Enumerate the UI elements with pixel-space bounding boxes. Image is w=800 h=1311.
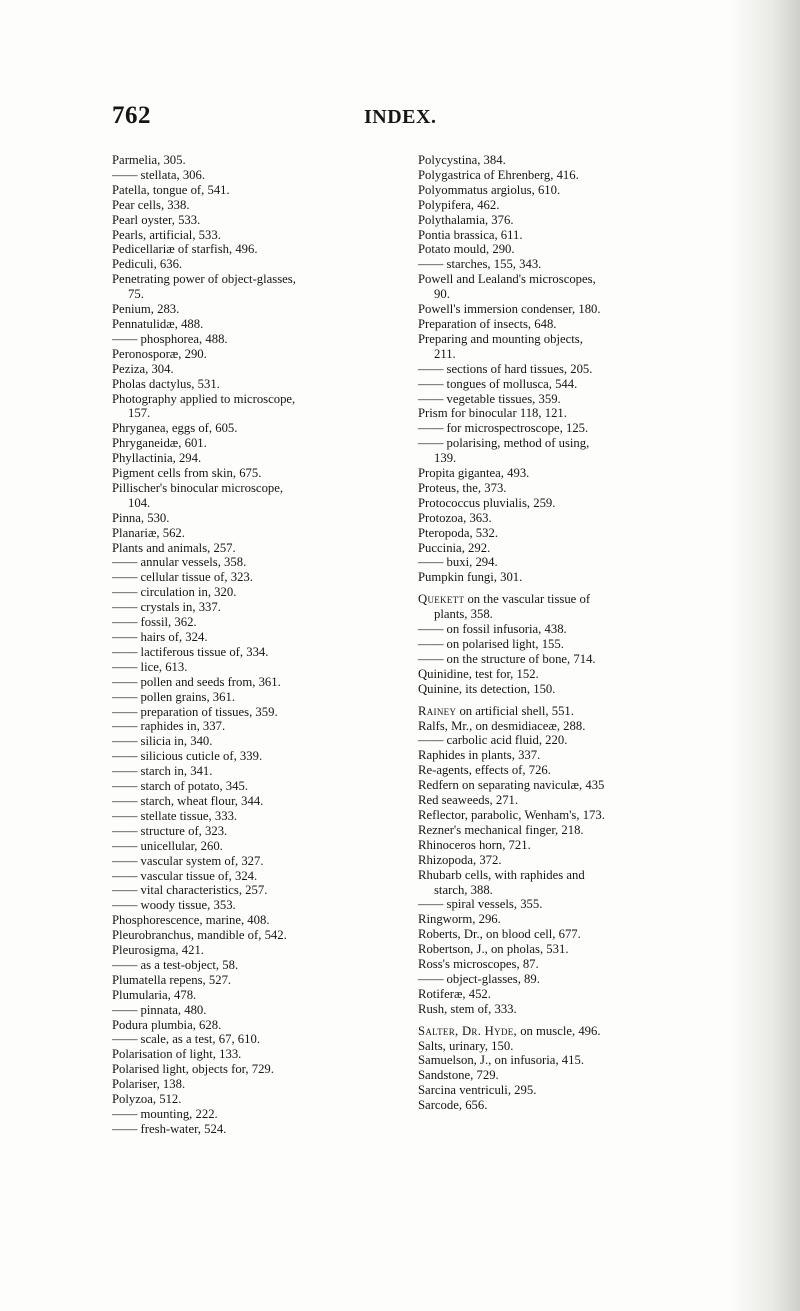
index-entry: Patella, tongue of, 541.: [112, 182, 230, 197]
index-entry: —— sections of hard tissues, 205.: [418, 361, 593, 376]
index-entry: —— starch, wheat flour, 344.: [112, 793, 264, 808]
index-entry: Quinidine, test for, 152.: [418, 666, 539, 681]
index-entry: Phryganea, eggs of, 605.: [112, 421, 238, 436]
index-entry: Rainey on artificial shell, 551.: [418, 703, 574, 718]
index-entry: —— mounting, 222.: [112, 1107, 218, 1121]
index-entry: —— on polarised light, 155.: [418, 637, 564, 651]
index-entry: Quekett on the vascular tissue of: [418, 592, 591, 607]
index-entry: Polycystina, 384.: [418, 153, 506, 167]
index-entry: Rhinoceros horn, 721.: [418, 837, 531, 852]
running-head: INDEX.: [364, 106, 437, 128]
index-entry: —— vascular tissue of, 324.: [112, 868, 258, 883]
index-entry: Pinna, 530.: [112, 510, 170, 525]
index-entry: Pillischer's binocular microscope,: [112, 480, 284, 495]
index-entry: Penetrating power of object-glasses,: [112, 272, 296, 287]
index-entry: Salter, Dr. Hyde, on muscle, 496.: [418, 1023, 601, 1038]
index-entry: Polythalamia, 376.: [418, 212, 514, 227]
index-entry: Pearls, artificial, 533.: [112, 227, 221, 242]
index-entry: Polygastrica of Ehrenberg, 416.: [418, 167, 579, 182]
index-entry: Roberts, Dr., on blood cell, 677.: [418, 927, 581, 942]
index-entry: Rotiferæ, 452.: [418, 986, 491, 1001]
index-entry: —— stellate tissue, 333.: [112, 808, 238, 823]
index-entry: Robertson, J., on pholas, 531.: [418, 942, 569, 957]
index-entry: —— for microspectroscope, 125.: [418, 421, 589, 436]
index-entry: Prism for binocular 118, 121.: [418, 406, 567, 421]
index-entry: —— polarising, method of using,: [418, 436, 590, 451]
index-entry: Rush, stem of, 333.: [418, 1001, 517, 1016]
index-entry: —— tongues of mollusca, 544.: [418, 376, 578, 391]
index-entry: Puccinia, 292.: [418, 540, 491, 555]
index-entry: —— as a test-object, 58.: [112, 957, 239, 972]
index-entry: Plants and animals, 257.: [112, 540, 236, 555]
index-entry: plants, 358.: [434, 607, 493, 622]
index-entry: —— stellata, 306.: [112, 167, 206, 182]
index-entry: —— lactiferous tissue of, 334.: [112, 644, 269, 659]
index-entry: Pholas dactylus, 531.: [112, 376, 220, 391]
index-entry: Pteropoda, 532.: [418, 525, 498, 540]
index-entry: —— fresh-water, 524.: [112, 1121, 227, 1136]
index-entry: Raphides in plants, 337.: [418, 748, 541, 763]
index-entry: —— vascular system of, 327.: [112, 853, 264, 868]
index-entry: Reflector, parabolic, Wenham's, 173.: [418, 807, 605, 822]
index-entry: Plumularia, 478.: [112, 987, 197, 1002]
index-entry: Sarcina ventriculi, 295.: [418, 1083, 537, 1098]
index-entry: Red seaweeds, 271.: [418, 793, 519, 808]
index-entry: Plumatella repens, 527.: [112, 972, 232, 987]
index-entry: Polyzoa, 512.: [112, 1092, 182, 1107]
index-entry: —— lice, 613.: [112, 659, 188, 674]
index-entry: Powell and Lealand's microscopes,: [418, 272, 596, 287]
index-entry: 139.: [434, 451, 457, 466]
index-entry: —— circulation in, 320.: [112, 585, 237, 600]
index-entry: —— silicia in, 340.: [112, 734, 213, 749]
index-entry: Potato mould, 290.: [418, 242, 515, 257]
index-entry: Ross's microscopes, 87.: [418, 957, 539, 972]
index-entry: 75.: [128, 287, 144, 302]
index-entry: —— cellular tissue of, 323.: [112, 570, 253, 585]
index-entry: Penium, 283.: [112, 302, 180, 317]
index-entry: —— on the structure of bone, 714.: [418, 651, 596, 666]
index-entry: Pleurosigma, 421.: [112, 943, 204, 958]
index-entry: —— on fossil infusoria, 438.: [418, 622, 567, 637]
index-entry: starch, 388.: [434, 882, 493, 897]
index-entry: Pigment cells from skin, 675.: [112, 466, 262, 481]
index-entry: Pediculi, 636.: [112, 257, 183, 272]
index-entry: Rezner's mechanical finger, 218.: [418, 822, 584, 837]
index-entry: —— raphides in, 337.: [112, 719, 226, 734]
index-entry: Proteus, the, 373.: [418, 480, 507, 495]
index-entry: —— buxi, 294.: [418, 555, 498, 570]
page-spine-shadow: [730, 0, 800, 1311]
index-entry: Pumpkin fungi, 301.: [418, 570, 523, 585]
index-entry: 211.: [434, 346, 456, 361]
index-entry: —— structure of, 323.: [112, 823, 228, 838]
index-entry: —— phosphorea, 488.: [112, 331, 228, 346]
index-entry: —— woody tissue, 353.: [112, 898, 236, 913]
page-number: 762: [112, 102, 151, 129]
index-entry: Sarcode, 656.: [418, 1098, 488, 1113]
index-entry: Pear cells, 338.: [112, 197, 190, 212]
index-column-left: [112, 153, 412, 1137]
index-entry: —— object-glasses, 89.: [418, 971, 540, 986]
index-entry: —— pinnata, 480.: [112, 1002, 207, 1017]
index-entry: Propita gigantea, 493.: [418, 466, 530, 481]
index-entry: Phosphorescence, marine, 408.: [112, 913, 270, 928]
index-entry: Pearl oyster, 533.: [112, 212, 201, 227]
index-entry: —— silicious cuticle of, 339.: [112, 749, 263, 764]
index-entry: 157.: [128, 406, 151, 421]
index-entry: Rhubarb cells, with raphides and: [418, 867, 585, 882]
index-entry: Quinine, its detection, 150.: [418, 681, 556, 696]
index-entry: Protococcus pluvialis, 259.: [418, 495, 556, 510]
index-entry: Polypifera, 462.: [418, 197, 500, 212]
index-entry: Preparation of insects, 648.: [418, 316, 557, 331]
index-entry: —— vital characteristics, 257.: [112, 883, 268, 898]
index-entry: —— pollen grains, 361.: [112, 689, 235, 704]
index-entry: —— annular vessels, 358.: [112, 555, 247, 570]
index-entry: Planariæ, 562.: [112, 525, 185, 540]
index-entry: Polarisation of light, 133.: [112, 1047, 242, 1062]
index-entry: Ringworm, 296.: [418, 912, 501, 927]
index-entry: —— spiral vessels, 355.: [418, 897, 543, 912]
index-entry: Re-agents, effects of, 726.: [418, 763, 551, 778]
index-entry: —— starch in, 341.: [112, 764, 213, 779]
index-entry: —— fossil, 362.: [112, 615, 197, 630]
index-entry: —— unicellular, 260.: [112, 838, 223, 853]
index-entry: Pontia brassica, 611.: [418, 227, 523, 242]
index-entry: Podura plumbia, 628.: [112, 1017, 222, 1032]
index-entry: Peronosporæ, 290.: [112, 346, 207, 361]
index-entry: Salts, urinary, 150.: [418, 1038, 514, 1053]
index-entry: Phryganeidæ, 601.: [112, 436, 207, 451]
index-entry: Polariser, 138.: [112, 1077, 186, 1092]
index-entry: Pennatulidæ, 488.: [112, 316, 204, 331]
index-entry: 90.: [434, 287, 450, 302]
index-entry: Pedicellariæ of starfish, 496.: [112, 242, 258, 257]
index-entry: Peziza, 304.: [112, 361, 174, 376]
index-entry: Powell's immersion condenser, 180.: [418, 302, 601, 317]
index-entry: Pleurobranchus, mandible of, 542.: [112, 928, 287, 943]
index-entry: Ralfs, Mr., on desmidiaceæ, 288.: [418, 718, 586, 733]
index-entry: —— starches, 155, 343.: [418, 257, 542, 272]
index-entry: Polyommatus argiolus, 610.: [418, 182, 561, 197]
index-entry: —— hairs of, 324.: [112, 630, 208, 644]
index-entry: Samuelson, J., on infusoria, 415.: [418, 1053, 584, 1068]
index-entry: —— preparation of tissues, 359.: [112, 704, 278, 719]
index-entry: Phyllactinia, 294.: [112, 451, 202, 466]
index-entry: —— scale, as a test, 67, 610.: [112, 1032, 260, 1047]
index-entry: Photography applied to microscope,: [112, 391, 296, 406]
index-entry: Polarised light, objects for, 729.: [112, 1062, 274, 1077]
index-entry: —— starch of potato, 345.: [112, 779, 249, 794]
index-entry: Parmelia, 305.: [112, 153, 186, 167]
index-entry: Sandstone, 729.: [418, 1068, 499, 1083]
index-column-right: [418, 153, 736, 1113]
index-entry: —— carbolic acid fluid, 220.: [418, 733, 568, 748]
index-entry: Protozoa, 363.: [418, 510, 492, 525]
index-entry: —— crystals in, 337.: [112, 600, 221, 615]
index-entry: Rhizopoda, 372.: [418, 852, 502, 867]
index-entry: Redfern on separating naviculæ, 435: [418, 778, 605, 793]
index-entry: 104.: [128, 495, 151, 510]
index-entry: —— pollen and seeds from, 361.: [112, 674, 281, 689]
index-entry: Preparing and mounting objects,: [418, 331, 583, 346]
index-entry: —— vegetable tissues, 359.: [418, 391, 561, 406]
